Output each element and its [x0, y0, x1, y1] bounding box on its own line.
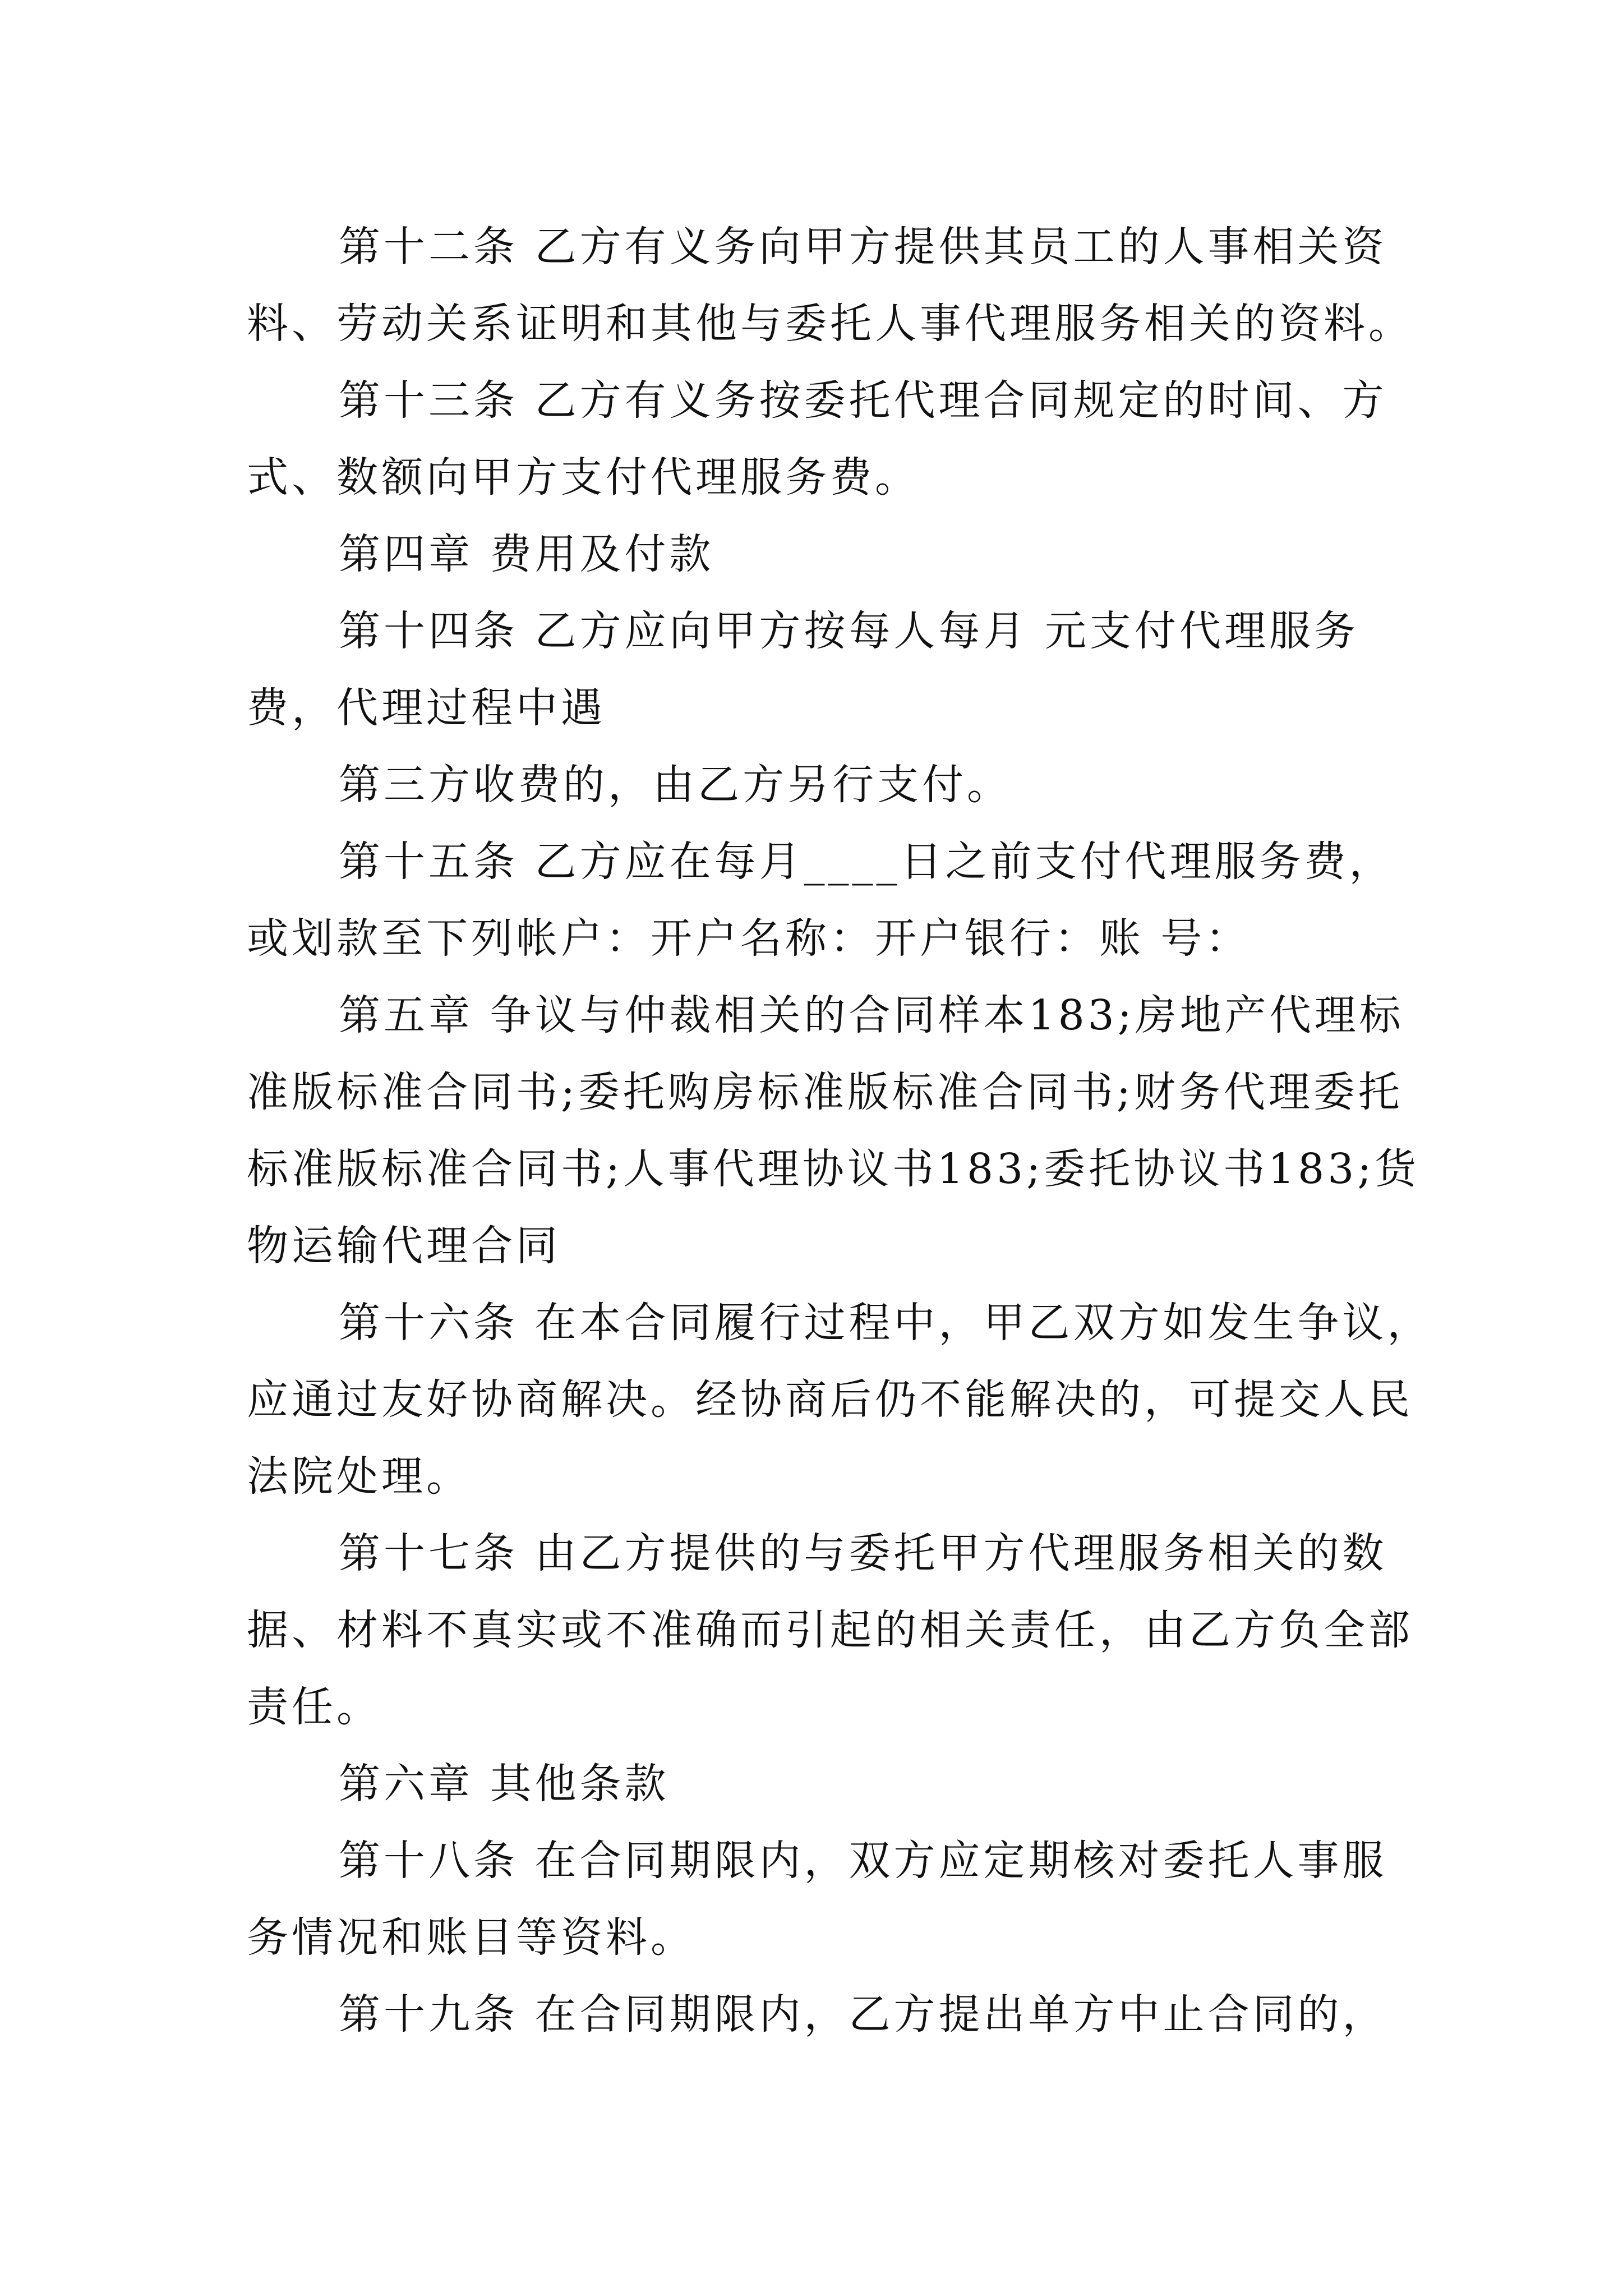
- text-line: 第十二条 乙方有义务向甲方提供其员工的人事相关资: [339, 223, 1387, 271]
- text-line: 责任。: [247, 1683, 381, 1731]
- chapter-heading: 第五章 争议与仲裁相关的合同样本183;房地产代理标: [339, 991, 1404, 1039]
- text-line: 料、劳动关系证明和其他与委托人事代理服务相关的资料。: [247, 300, 1413, 348]
- text-line: 第十八条 在合同期限内，双方应定期核对委托人事服: [339, 1837, 1387, 1885]
- text-line: 第十五条 乙方应在每月____日之前支付代理服务费，: [339, 838, 1394, 886]
- text-line: 标准版标准合同书;人事代理协议书183;委托协议书183;货: [247, 1145, 1420, 1193]
- text-line: 第十三条 乙方有义务按委托代理合同规定的时间、方: [339, 376, 1387, 425]
- document-body: [247, 209, 1432, 2053]
- text-line: 据、材料不真实或不准确而引起的相关责任，由乙方负全部: [247, 1606, 1413, 1654]
- text-line: 或划款至下列帐户：开户名称：开户银行：账 号：: [247, 914, 1251, 963]
- text-line: 式、数额向甲方支付代理服务费。: [247, 453, 920, 501]
- text-line: 第十六条 在本合同履行过程中，甲乙双方如发生争议，: [339, 1299, 1432, 1347]
- chapter-heading: 第六章 其他条款: [339, 1760, 670, 1808]
- text-line: 务情况和账目等资料。: [247, 1913, 695, 1962]
- text-line: 准版标准合同书;委托购房标准版标准合同书;财务代理委托: [247, 1068, 1403, 1116]
- text-line: 第十四条 乙方应向甲方按每人每月 元支付代理服务: [339, 607, 1359, 655]
- text-line: 法院处理。: [247, 1452, 471, 1501]
- text-line: 第十七条 由乙方提供的与委托甲方代理服务相关的数: [339, 1529, 1387, 1577]
- text-line: 第十九条 在合同期限内，乙方提出单方中止合同的，: [339, 1990, 1387, 2039]
- chapter-heading: 第四章 费用及付款: [339, 530, 714, 578]
- text-line: 第三方收费的，由乙方另行支付。: [339, 761, 1012, 809]
- text-line: 应通过友好协商解决。经协商后仍不能解决的，可提交人民: [247, 1375, 1413, 1424]
- text-line: 费，代理过程中遇: [247, 684, 606, 732]
- text-line: 物运输代理合同: [247, 1222, 561, 1270]
